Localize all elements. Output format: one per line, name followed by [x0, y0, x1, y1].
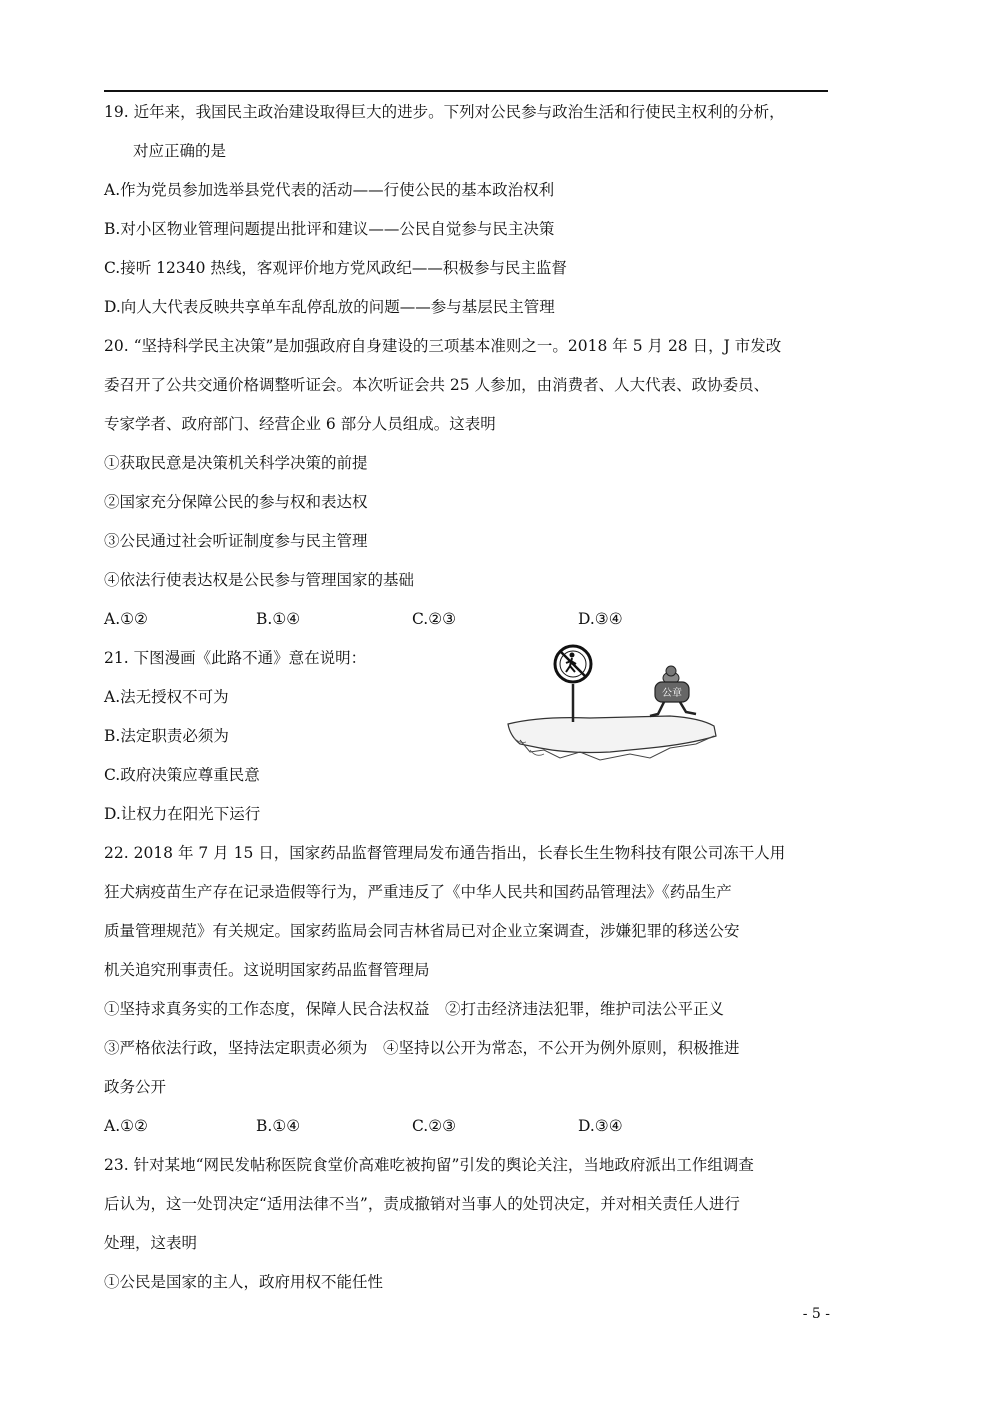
q22-statements-line1: ①坚持求真务实的工作态度，保障人民合法权益 ②打击经济违法犯罪，维护司法公平正义 — [104, 1000, 725, 1018]
q23-stem-line3: 处理，这表明 — [104, 1234, 198, 1252]
q22-stem-line1: 22. 2018 年 7 月 15 日，国家药品监督管理局发布通告指出，长春长生生物科技有限公司冻干人用 — [104, 844, 786, 862]
q21-option-c: C.政府决策应尊重民意 — [104, 766, 260, 784]
q22-choice-d: D.③④ — [578, 1117, 623, 1135]
q22-statements-line2: ③严格依法行政，坚持法定职责必须为 ④坚持以公开为常态，不公开为例外原则，积极推进 — [104, 1039, 740, 1057]
q22-choice-b: B.①④ — [256, 1117, 301, 1135]
q23-stem-line1: 23. 针对某地“网民发帖称医院食堂价高难吃被拘留”引发的舆论关注，当地政府派出工作组调查 — [104, 1156, 754, 1174]
q20-stem-line3: 专家学者、政府部门、经营企业 6 部分人员组成。这表明 — [104, 415, 496, 433]
q19-option-a: A.作为党员参加选举县党代表的活动——行使公民的基本政治权利 — [104, 181, 555, 199]
q22-choice-a: A.①② — [104, 1117, 148, 1135]
q19-stem-line2: 对应正确的是 — [133, 142, 227, 160]
page-number: - 5 - — [802, 1306, 830, 1322]
q22-stem-line4: 机关追究刑事责任。这说明国家药品监督管理局 — [104, 961, 430, 979]
q19-stem-line1: 19. 近年来，我国民主政治建设取得巨大的进步。下列对公民参与政治生活和行使民主权利的分析， — [104, 103, 785, 121]
q20-choice-b: B.①④ — [256, 610, 301, 628]
q20-choice-c: C.②③ — [412, 610, 457, 628]
q21-stem: 21. 下图漫画《此路不通》意在说明： — [104, 649, 367, 667]
seal-label: 公章 — [662, 688, 682, 699]
q21-option-b: B.法定职责必须为 — [104, 727, 229, 745]
q19-option-b: B.对小区物业管理问题提出批评和建议——公民自觉参与民主决策 — [104, 220, 555, 238]
q20-statement-4: ④依法行使表达权是公民参与管理国家的基础 — [104, 571, 415, 589]
q23-stem-line2: 后认为，这一处罚决定“适用法律不当”，责成撤销对当事人的处罚决定，并对相关责任人进行 — [104, 1195, 740, 1213]
q22-stem-line3: 质量管理规范》有关规定。国家药监局会同吉林省局已对企业立案调查，涉嫌犯罪的移送公安 — [104, 922, 740, 940]
q22-statements-line3: 政务公开 — [104, 1078, 167, 1096]
cartoon-no-entry-illustration — [500, 640, 722, 768]
header-rule — [104, 90, 828, 92]
q20-stem-line1: 20. “坚持科学民主决策”是加强政府自身建设的三项基本准则之一。2018 年 5 月 28 日，J 市发改 — [104, 337, 782, 355]
seal-character-figure — [650, 666, 696, 716]
q21-option-d: D.让权力在阳光下运行 — [104, 805, 261, 823]
q20-stem-line2: 委召开了公共交通价格调整听证会。本次听证会共 25 人参加，由消费者、人大代表、政协委员、 — [104, 376, 770, 394]
q22-choice-c: C.②③ — [412, 1117, 457, 1135]
q22-stem-line2: 狂犬病疫苗生产存在记录造假等行为，严重违反了《中华人民共和国药品管理法》《药品生产 — [104, 883, 732, 901]
q20-statement-2: ②国家充分保障公民的参与权和表达权 — [104, 493, 368, 511]
q19-option-c: C.接听 12340 热线，客观评价地方党风政纪——积极参与民主监督 — [104, 259, 567, 277]
cliff-ground — [508, 716, 716, 753]
q20-statement-3: ③公民通过社会听证制度参与民主管理 — [104, 532, 368, 550]
q20-statement-1: ①获取民意是决策机关科学决策的前提 — [104, 454, 368, 472]
no-pedestrian-sign-icon — [555, 646, 591, 682]
q23-statement-1: ①公民是国家的主人，政府用权不能任性 — [104, 1273, 384, 1291]
q20-choice-d: D.③④ — [578, 610, 623, 628]
q20-choice-a: A.①② — [104, 610, 148, 628]
q19-option-d: D.向人大代表反映共享单车乱停乱放的问题——参与基层民主管理 — [104, 298, 555, 316]
q21-option-a: A.法无授权不可为 — [104, 688, 229, 706]
